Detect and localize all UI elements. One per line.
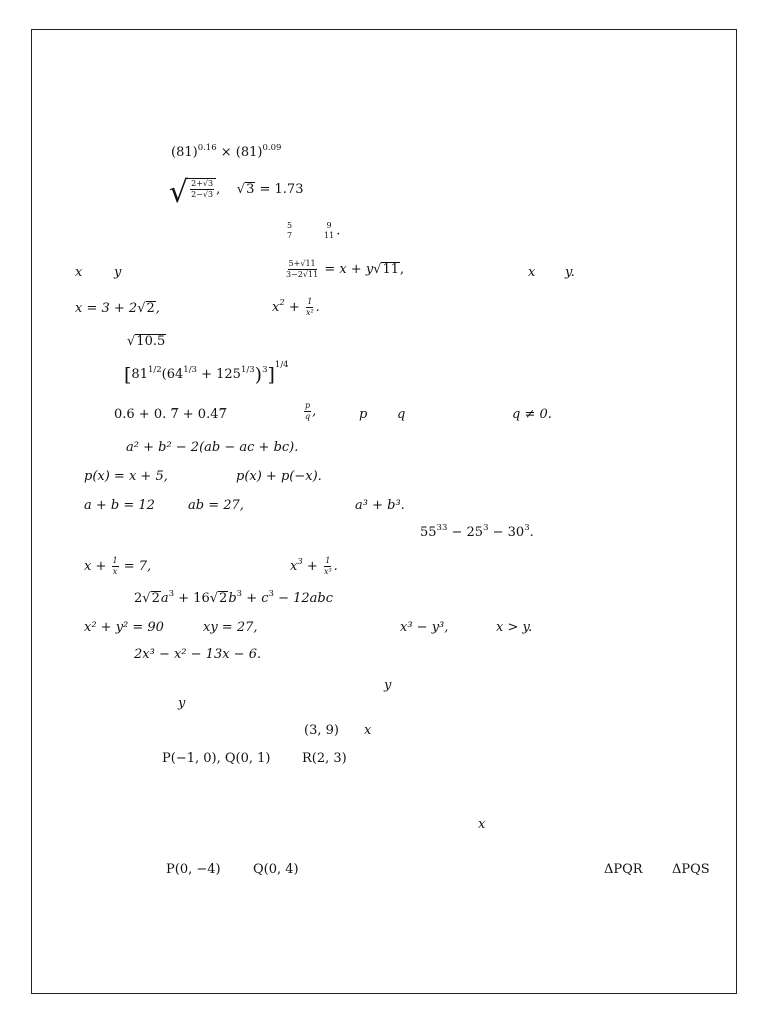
expr-px-sum: p(x) + p(−x). [236,469,322,484]
expr-cubic: 2x³ − x² − 13x − 6. [134,647,262,662]
expr-x2-y2: x² + y² = 90 [84,620,164,635]
expr-x2-plus-inverse: $x^2$ + $\frac{1}{\text{x²}}$ . [272,297,320,317]
var-y-2: y. [565,265,575,280]
expr-fraction-9-11: 9 11 . [324,221,341,240]
expr-x3-y3: x³ − y³, [400,620,449,635]
expr-a2-b2: a² + b² − 2(ab − ac + bc). [126,440,299,455]
cond-x-gt-y: x > y. [496,620,533,635]
var-x-2: x [528,265,536,280]
point-p: P(0, −4) [166,862,221,877]
expr-fractions-5-7-9-11: 5 7 [287,221,293,240]
var-q: q [397,407,406,422]
var-p: p [359,407,368,422]
expr-p-over-q: $\frac{p}{q}$ , [305,401,317,421]
expr-ab: ab = 27, [188,498,244,513]
point-q: Q(0, 4) [253,862,299,877]
expr-x-plus-inverse: x + $\frac{1}{x}$ = 7, [84,556,152,576]
expr-a3-b3: a³ + b³. [355,498,405,513]
point-3-9: (3, 9) [304,723,339,738]
expr-px-def: p(x) = x + 5, [84,469,168,484]
expr-power-81: $(81)^{0.16} \times (81)^{0.09}$ [171,142,282,160]
var-x: x [75,265,83,280]
expr-x-equals: x = 3 + 2√2, [75,301,160,316]
expr-rationalize: $\frac{5+√11}{3-2√11}$ = x + y√11, [286,259,405,279]
expr-bracket-power: $[81^{1/2}(64^{1/3} + 125^{1/3})^3]^{1/4}$ [124,359,289,386]
var-y-axis-2: y [178,696,186,711]
point-r: R(2, 3) [302,751,347,766]
triangle-pqs: ΔPQS [672,862,710,877]
triangle-pqr: ΔPQR [604,862,643,877]
expr-xy: xy = 27, [203,620,258,635]
var-x-axis: x [364,723,372,738]
expr-sqrt-10-5: √10.5 [127,334,166,349]
cond-q-nonzero: q ≠ 0. [512,407,552,422]
expr-recurring-decimals: 0.6 + 0. 7̅ + 0.47̅ [114,407,227,422]
expr-a-plus-b: a + b = 12 [84,498,155,513]
expr-sqrt-fraction: √ $\frac{2+√3}{2-√3}$ , √3 = 1.73 [169,175,304,210]
points-p-q: P(−1, 0), Q(0, 1) [162,751,271,766]
var-x-axis-2: x [478,817,486,832]
expr-55-33: $55^{33} - 25^3 - 30^3$. [420,522,534,540]
expr-factorize-abc: $2√2a^3 + 16√2b^3 + c^3 - 12abc$ [134,588,334,606]
var-y: y [114,265,122,280]
expr-x3-plus-inverse: $x^3$ + $\frac{1}{\text{x³}}$ . [290,556,338,576]
var-y-axis: y [384,678,392,693]
